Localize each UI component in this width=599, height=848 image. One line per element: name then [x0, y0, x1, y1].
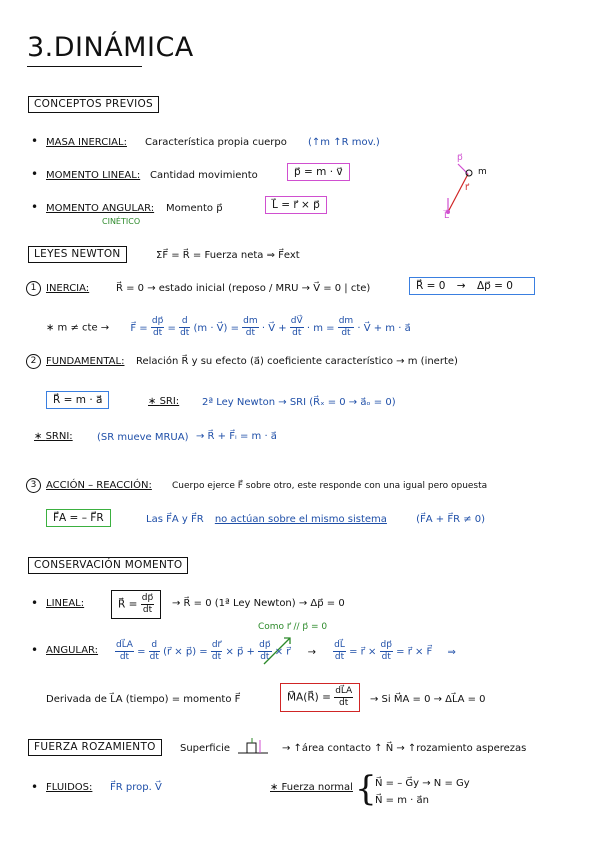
ley2-srni-label: ∗ SRNI: — [34, 431, 73, 442]
ley2-formula: R⃗ = m · a⃗ — [46, 391, 109, 409]
title-underline — [27, 66, 142, 67]
lineal-label: LINEAL: — [46, 598, 85, 609]
lineal-text: → R⃗ = 0 (1ª Ley Newton) → Δp⃗ = 0 — [172, 598, 345, 609]
derivada-tail: → Si M⃗A = 0 → ΔL⃗A = 0 — [370, 694, 486, 705]
ley2-sri-text: 2ª Ley Newton → SRI (R⃗ₓ = 0 → a⃗ₒ = 0) — [202, 397, 396, 408]
bullet-icon: • — [31, 167, 39, 181]
ley1-text: R⃗ = 0 → estado inicial (reposo / MRU → V⃗ = 0 | cte) — [116, 283, 371, 294]
momento-angular-text: Momento p⃗ — [166, 203, 223, 214]
normal-label: ∗ Fuerza normal — [270, 782, 353, 793]
ley2-srni-formula: → R⃗ + F⃗ᵢ = m · a⃗ — [196, 431, 277, 442]
derivada-text: Derivada de L⃗A (tiempo) = momento F⃗ — [46, 694, 241, 705]
momento-lineal-label: MOMENTO LINEAL: — [46, 170, 141, 181]
angular-note: Como r⃗ // p⃗ = 0 — [258, 622, 328, 632]
rozamiento-header: FUERZA ROZAMIENTO — [28, 739, 162, 756]
ley1-formula-arrow: → — [456, 280, 466, 292]
rozamiento-text-b: → ↑área contacto ↑ N⃗ → ↑rozamiento asperezas — [282, 743, 527, 754]
ley2-sri-label: ∗ SRI: — [148, 396, 180, 407]
momento-lineal-formula: p⃗ = m · v⃗ — [287, 163, 350, 181]
momento-angular-label: MOMENTO ANGULAR: — [46, 203, 155, 214]
ley2-number: 2 — [26, 354, 41, 369]
angular-derivation: $\frac{dL⃗A}{dt}$ = $\frac{d}{dt}$ (r⃗ × p⃗) = $\frac{dr⃗}{dt}$ × p⃗ + $\frac{dp⃗}{dt}$ × r⃗ → $\frac{dL⃗}{dt}$ = r⃗ × $\frac{dp⃗}{dt}$ = r⃗ × F⃗ ⇒ — [116, 640, 456, 662]
masa-note: (↑m ↑R mov.) — [308, 137, 380, 148]
lineal-formula: R⃗ = $\frac{dp⃗}{dt}$ — [111, 590, 161, 619]
angular-label: ANGULAR: — [46, 645, 99, 656]
ley1-label: INERCIA: — [46, 283, 90, 294]
ley3-text: Cuerpo ejerce F⃗ sobre otro, este responde con una igual pero opuesta — [172, 481, 488, 491]
ley1-formula-a: R⃗ = 0 — [416, 280, 446, 292]
page-title: 3.DINÁMICA — [27, 32, 194, 63]
normal-line-1: N⃗ = – G⃗y → N = Gy — [375, 778, 470, 789]
ley3-formula: F⃗A = – F⃗R — [46, 509, 111, 527]
momento-angular-formula: L⃗ = r⃗ × p⃗ — [265, 196, 327, 214]
ley2-text: Relación R⃗ y su efecto (a⃗) coeficiente característico → m (inerte) — [136, 356, 458, 367]
diagram-m-label: m — [478, 167, 487, 177]
leyes-sum: ΣF⃗ = R⃗ = Fuerza neta ⇒ F⃗ext — [156, 250, 300, 261]
bullet-icon: • — [31, 200, 39, 214]
fluidos-text: F⃗R prop. V⃗ — [110, 782, 162, 793]
ley1-formula-b: Δp⃗ = 0 — [476, 280, 513, 292]
bullet-icon: • — [31, 643, 39, 657]
bullet-icon: • — [31, 134, 39, 148]
ley2-srni-text: (SR mueve MRUA) — [97, 432, 189, 443]
conservacion-header: CONSERVACIÓN MOMENTO — [28, 557, 188, 574]
ley3-number: 3 — [26, 478, 41, 493]
surface-block-icon — [238, 738, 270, 756]
rozamiento-text-a: Superficie — [180, 743, 231, 754]
momento-angular-sub: CINÉTICO — [102, 217, 141, 226]
fluidos-label: FLUIDOS: — [46, 782, 93, 793]
normal-line-2: N⃗ = m · a⃗n — [375, 795, 429, 806]
conceptos-header: CONCEPTOS PREVIOS — [28, 96, 159, 113]
derivada-formula: M⃗A(R⃗) = $\frac{dL⃗A}{dt}$ — [280, 683, 360, 712]
bullet-icon: • — [31, 780, 39, 794]
diagram-p-label: p⃗ — [457, 153, 463, 163]
masa-text: Característica propia cuerpo — [145, 137, 287, 148]
momento-lineal-text: Cantidad movimiento — [150, 170, 258, 181]
ley1-derivation: ∗ m ≠ cte → F⃗ = $\frac{dp⃗}{dt}$ = $\frac{d}{dt}$ (m · V⃗) = $\frac{dm}{dt}$ · V⃗ + $\frac{dV⃗}{dt}$ · m = $\frac{dm}{dt}$ · V⃗ + m · a⃗ — [46, 316, 411, 338]
leyes-header: LEYES NEWTON — [28, 246, 127, 263]
diagram-L-label: L⃗ — [444, 211, 450, 221]
ley3-note: Las F⃗A y F⃗R no actúan sobre el mismo sistema (F⃗A + F⃗R ≠ 0) — [146, 514, 486, 525]
brace-icon: { — [355, 769, 377, 809]
diagram-r-label: r⃗ — [465, 183, 469, 193]
ley1-number: 1 — [26, 281, 41, 296]
ley3-label: ACCIÓN – REACCIÓN: — [46, 480, 152, 491]
ley2-label: FUNDAMENTAL: — [46, 356, 125, 367]
bullet-icon: • — [31, 596, 39, 610]
ley1-formula-box — [409, 277, 535, 295]
masa-label: MASA INERCIAL: — [46, 137, 127, 148]
